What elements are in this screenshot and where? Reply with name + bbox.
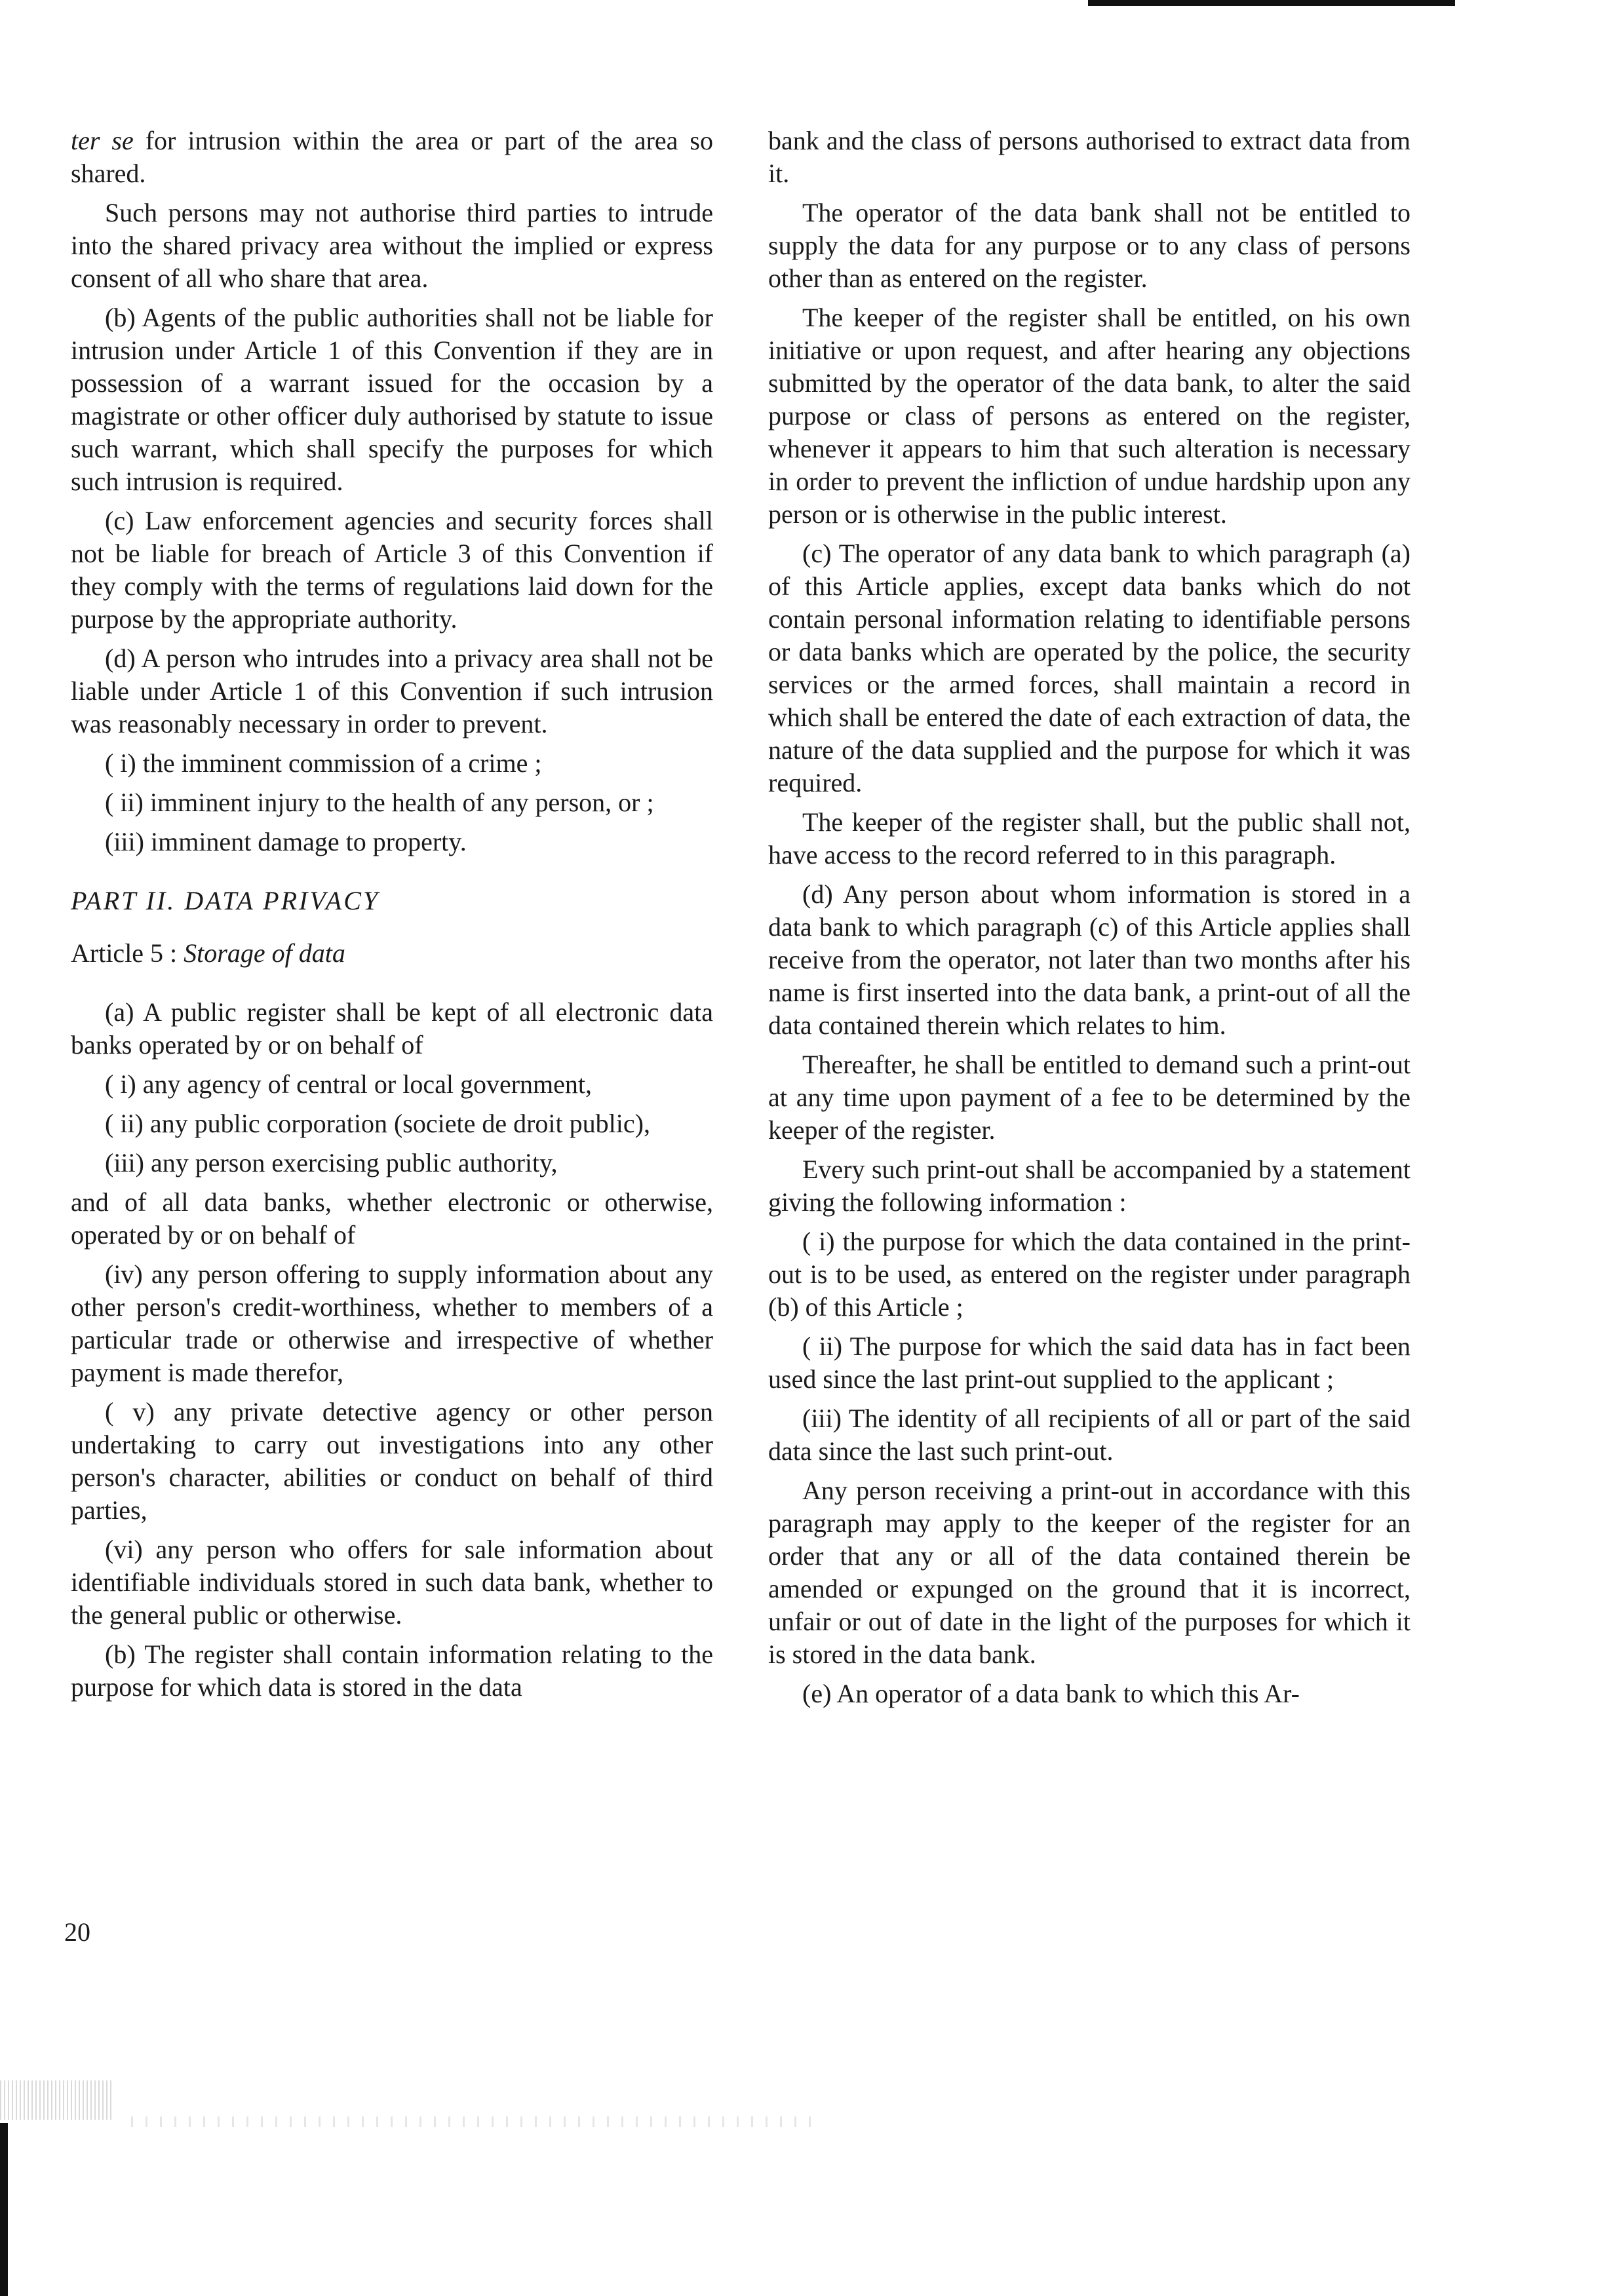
right-column (768, 124, 1411, 1717)
top-rule (1088, 0, 1455, 6)
list-item: ( v) any private detective agency or other person undertaking to carry out investigations into any other person's character, abilities or conduct on behalf of third parties, (71, 1397, 713, 1525)
list-item: (iv) any person offering to supply information about any other person's credit-worthiness, whether to members of a particular trade or otherwise and irrespective of whether payment is made therefor, (71, 1259, 713, 1387)
list-item: (vi) any person who offers for sale information about identifiable individuals stored in such data bank, whether to the general public or otherwise. (71, 1535, 713, 1630)
paragraph: (c) The operator of any data bank to which paragraph (a) of this Article applies, except data banks which do not contain personal information relating to identifiable persons or data banks which are operated by the police, the security services or the armed forces, shall maintain a record in which shall be entered the date of each extraction of data, the nature of the data supplied and the purpose for which it was required. (768, 539, 1411, 797)
paragraph: Thereafter, he shall be entitled to demand such a print-out at any time upon payment of a fee to be determined by the keeper of the register. (768, 1050, 1411, 1145)
list-item: ( i) any agency of central or local government, (105, 1069, 593, 1099)
paragraph: The keeper of the register shall be entitled, on his own initiative or upon request, and after hearing any objections submitted by the operator of the data bank, to alter the said purpose or class of persons as entered on the register, whenever it appears to him that such alteration is necessary in order to prevent the infliction of undue hardship upon any person or is otherwise in the public interest. (768, 303, 1411, 529)
paragraph: and of all data banks, whether electronic or otherwise, operated by or on behalf of (71, 1187, 713, 1250)
list-item: ( ii) imminent injury to the health of any person, or ; (105, 788, 654, 817)
paragraph: (d) A person who intrudes into a privacy area shall not be liable under Article 1 of this Convention if such intrusion was reasonably necessary in order to prevent. (71, 643, 713, 738)
list-item: (iii) any person exercising public authority, (105, 1148, 558, 1177)
left-column (71, 124, 713, 1710)
list-item: ( i) the purpose for which the data contained in the print-out is to be used, as entered on the register under paragraph (b) of this Article ; (768, 1227, 1411, 1322)
list-item: ( ii) The purpose for which the said data has in fact been used since the last print-out supplied to the applicant ; (768, 1331, 1411, 1394)
paragraph: (b) The register shall contain information relating to the purpose for which data is stored in the data (71, 1639, 713, 1702)
paragraph: bank and the class of persons authorised to extract data from it. (768, 126, 1411, 188)
scan-artifact (131, 2116, 819, 2127)
paragraph: The keeper of the register shall, but the public shall not, have access to the record referred to in this paragraph. (768, 807, 1411, 870)
paragraph: Such persons may not authorise third parties to intrude into the shared privacy area without the implied or express consent of all who share that area. (71, 198, 713, 293)
paragraph: Any person receiving a print-out in accordance with this paragraph may apply to the keeper of the register for an order that any or all of the data contained therein be amended or expunged on the ground that it is incorrect, unfair or out of date in the light of the purposes for which it is stored in the data bank. (768, 1476, 1411, 1669)
list-item: ( ii) any public corporation (societe de droit public), (105, 1109, 650, 1138)
paragraph: (a) A public register shall be kept of all electronic data banks operated by or on behalf of (71, 997, 713, 1060)
paragraph: The operator of the data bank shall not be entitled to supply the data for any purpose or to any class of persons other than as entered on the register. (768, 198, 1411, 293)
paragraph: (c) Law enforcement agencies and security forces shall not be liable for breach of Article 3 of this Convention if they comply with the terms of regulations laid down for the purpose by the appropriate authority. (71, 506, 713, 634)
paragraph: (d) Any person about whom information is stored in a data bank to which paragraph (c) of this Article applies shall receive from the operator, not later than two months after his name is first inserted into the data bank, a print-out of all the data contained therein which relates to him. (768, 879, 1411, 1040)
paragraph: Every such print-out shall be accompanied by a statement giving the following information : (768, 1155, 1411, 1217)
scan-artifact (0, 2080, 111, 2120)
binding-edge (0, 2123, 8, 2296)
paragraph-text: for intrusion within the area or part of the area so shared. (71, 126, 713, 188)
paragraph: (b) Agents of the public authorities shall not be liable for intrusion under Article 1 of this Convention if they are in possession of a warrant issued for the occasion by a magistrate or other officer duly authorised by statute to issue such warrant, which shall specify the purposes for which such intrusion is required. (71, 303, 713, 496)
list-item: ( i) the imminent commission of a crime ; (105, 748, 542, 778)
part-heading: PART II. DATA PRIVACY (71, 886, 380, 915)
list-item: (iii) The identity of all recipients of all or part of the said data since the last such print-out. (768, 1404, 1411, 1466)
article-label: Article 5 : (71, 938, 178, 968)
list-item: (iii) imminent damage to property. (105, 827, 467, 856)
latin-phrase: ter se (71, 126, 134, 155)
paragraph: (e) An operator of a data bank to which this Ar- (802, 1679, 1300, 1708)
article-heading (71, 937, 713, 970)
article-title: Storage of data (184, 938, 345, 968)
page-number: 20 (64, 1917, 90, 1947)
paragraph (71, 124, 713, 190)
